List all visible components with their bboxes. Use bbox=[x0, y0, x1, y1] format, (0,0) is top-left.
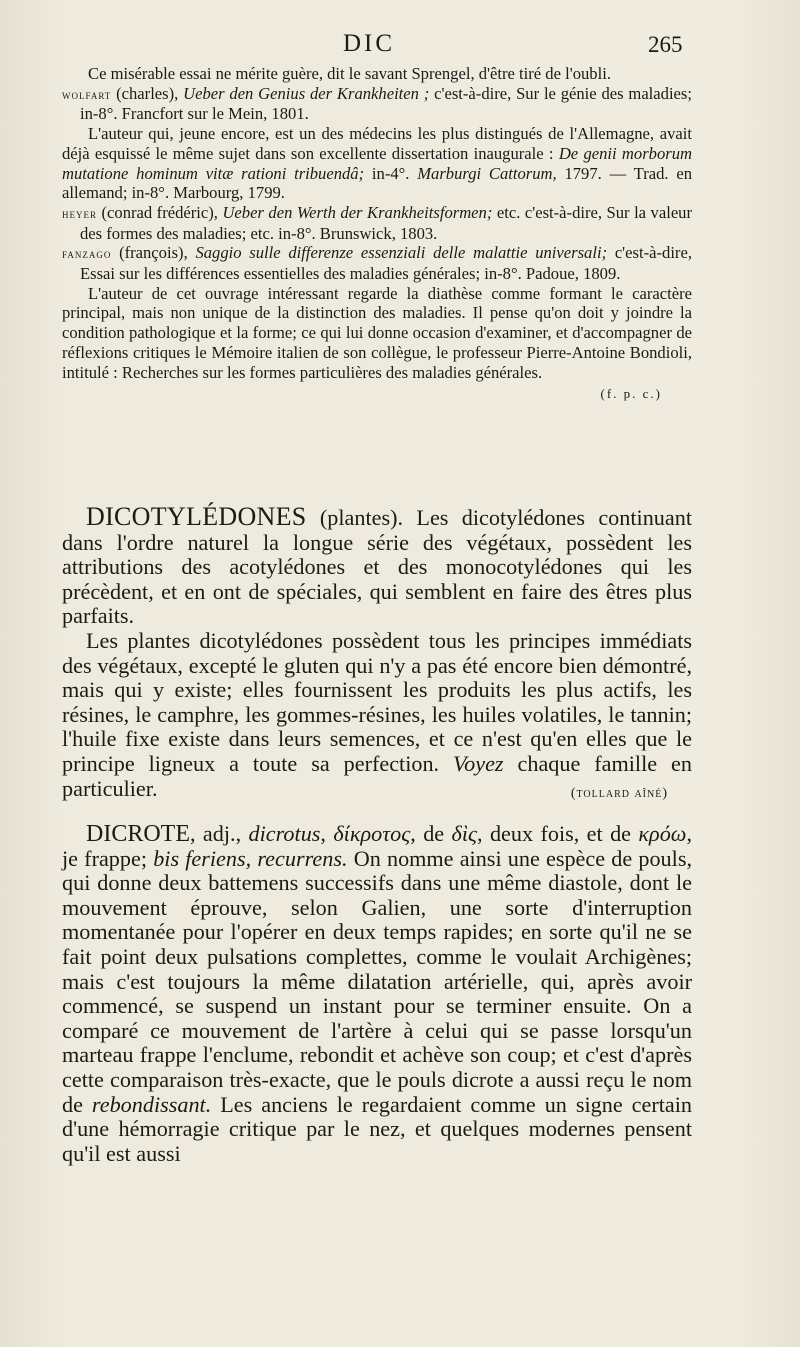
dicrote-greek-kroo: κρόω bbox=[638, 821, 687, 846]
dicrote-paragraph: DICROTE, adj., dicrotus, δίκροτος, de δὶς, deux fois, et de κρόω, je frappe; bis feriens, recurrens. On nomme ainsi une espèce de pouls, qui donne deux battemens successifs dans une même diastole, dont le mouvement éprouve, selon Galien, une sorte d'interruption momentanée pour l'opérer en deux temps rapides; en sorte qu'il ne se fait point deux pulsations complettes, comme le voulait Archigènes; mais c'est toujours la même dilatation artérielle, qui, après avoir commencé, se suspend un instant pour se terminer ensuite. On a comparé ce mouvement de l'artère à celui qui se passe lorsqu'un marteau frappe l'enclume, rebondit et achève son coup; et c'est d'après cette comparaison très-exacte, que le pouls dicrote a aussi reçu le nom de rebondissant. Les anciens le regardaient comme un signe certain d'une hémorragie critique par le nez, et quelques modernes pensent qu'il est aussi bbox=[62, 821, 693, 1166]
note-wolfart-title: De genii morborum mutatione hominum vitæ rationi tribuendâ; bbox=[62, 143, 692, 183]
dicotyledones-voyez: Voyez bbox=[453, 750, 504, 776]
dicrote-de: , de bbox=[410, 821, 452, 846]
dicrote-bis-feriens: bis feriens, recurrens. bbox=[153, 845, 348, 871]
dicrote-body-a: On nomme ainsi une espèce de pouls, qui donne deux battemens successifs dans une même diastole, dont le mouvement éprouve, selon Galien, une sorte d'interruption momentanée pour l'opérer en deux temps rapides; en sorte qu'il ne se fait point deux pulsations complettes, comme le voulait Archigènes; mais c'est toujours la même dilatation artérielle, qui, après avoir commencé, se suspend un instant pour se terminer ensuite. On a comparé ce mouvement de l'artère à celui qui se passe lorsqu'un marteau frappe l'enclume, rebondit et achève son coup; et c'est d'après cette comparaison très-exacte, que le pouls dicrote a aussi reçu le nom de bbox=[62, 845, 693, 1117]
author-heyer: heyer bbox=[62, 205, 97, 221]
signature-fpc: (f. p. c.) bbox=[600, 386, 662, 402]
article-dicrote bbox=[62, 822, 692, 1166]
details-fanzago: c'est-à-dire, Essai sur les différences essentielles des maladies générales; in-8°. Padoue, 1809. bbox=[80, 243, 692, 284]
running-head-title: DIC bbox=[343, 30, 396, 57]
details-wolfart: c'est-à-dire, Sur le génie des maladies; in-8°. Francfort sur le Mein, 1801. bbox=[80, 83, 692, 124]
dicotyledones-paragraph-1 bbox=[62, 502, 692, 629]
dicotyledones-paragraph-2 bbox=[62, 629, 692, 801]
dicotyledones-text-2b: chaque famille en particulier. bbox=[62, 750, 692, 801]
signature-tollard: (tollard aîné) bbox=[570, 785, 668, 801]
dicrote-je-frappe: , je frappe; bbox=[62, 821, 693, 871]
dicrote-rebondissant: rebondissant. bbox=[91, 1091, 212, 1117]
dicrote-adj: , adj., bbox=[190, 821, 249, 846]
entry-heyer bbox=[62, 203, 692, 243]
article-dicotyledones bbox=[62, 502, 692, 806]
note-wolfart-place: Marburgi Cattorum, bbox=[417, 163, 557, 183]
note-wolfart-text-a: L'auteur qui, jeune encore, est un des médecins les plus distingués de l'Allemagne, avait déjà esquissé le même sujet dans son excellente dissertation inaugurale : bbox=[62, 124, 692, 163]
dicrote-latin: dicrotus bbox=[248, 821, 321, 846]
title-wolfart: Ueber den Genius der Krankheiten ; bbox=[183, 83, 430, 103]
dicrote-greek-dis: δὶς bbox=[451, 821, 478, 846]
note-wolfart-text-b: in-4°. bbox=[364, 163, 418, 183]
details-heyer: etc. c'est-à-dire, Sur la valeur des formes des maladies; etc. in-8°. Brunswick, 1803. bbox=[80, 202, 693, 243]
author-fanzago: fanzago bbox=[62, 246, 112, 262]
running-head bbox=[0, 30, 800, 60]
note-wolfart bbox=[62, 124, 692, 203]
title-heyer: Ueber den Werth der Krankheitsformen; bbox=[222, 202, 493, 222]
entry-fanzago bbox=[62, 243, 692, 283]
headword-dicrote: DICROTE bbox=[86, 821, 190, 847]
entry-wolfart bbox=[62, 84, 692, 124]
bibliography-section bbox=[62, 64, 692, 404]
author-heyer-given: (conrad frédéric), bbox=[97, 202, 223, 222]
dicotyledones-text-2a: Les plantes dicotylédones possèdent tous les principes immédiats des végétaux, excepté le gluten qui n'y a pas été encore bien démontré, mais qui y existe; elles fournissent les produits les plus actifs, les résines, le camphre, les gommes-résines, les huiles volatiles, le tannin; l'huile fixe existe dans leurs semences, et ce n'est qu'en elles que le principe ligneux a toute sa perfection. bbox=[62, 627, 692, 776]
page-number: 265 bbox=[648, 32, 683, 57]
headword-dicotyledones: DICOTYLÉDONES bbox=[86, 502, 307, 531]
author-wolfart-given: (charles), bbox=[111, 83, 184, 103]
dicrote-deux-fois: , deux fois, et de bbox=[477, 821, 639, 846]
author-fanzago-given: (françois), bbox=[111, 243, 196, 263]
dicrote-greek-word: δίκροτος bbox=[333, 821, 411, 846]
author-wolfart: wolfart bbox=[62, 86, 112, 102]
dicotyledones-text-1: (plantes). Les dicotylédones continuant dans l'ordre naturel la longue série des végétaux, possèdent les attributions des acotylédones et des monocotylédones qui les précèdent, et en ont de spéciales, qui semblent en faire des êtres plus parfaits. bbox=[62, 505, 692, 629]
note-fanzago: L'auteur de cet ouvrage intéressant regarde la diathèse comme formant le caractère principal, mais non unique de la distinction des maladies. Il pense qu'on doit y joindre la condition pathologique et la forme; ce qui lui donne occasion d'examiner, et d'accompagner de réflexions critiques le Mémoire italien de son collègue, le professeur Pierre-Antoine Bondioli, intitulé : Recherches sur les formes particulières des maladies générales. bbox=[62, 283, 692, 382]
note-wolfart-text-c: 1797. — Trad. en allemand; in-8°. Marbourg, 1799. bbox=[62, 163, 692, 203]
title-fanzago: Saggio sulle differenze essenziali delle malattie universali; bbox=[195, 243, 608, 263]
sprengel-sentence: Ce misérable essai ne mérite guère, dit le savant Sprengel, d'être tiré de l'oubli. bbox=[88, 64, 611, 83]
dicrote-body-b: Les anciens le regardaient comme un signe certain d'une hémorragie critique par le nez, et quelques modernes pensent qu'il est aussi bbox=[62, 1091, 692, 1166]
